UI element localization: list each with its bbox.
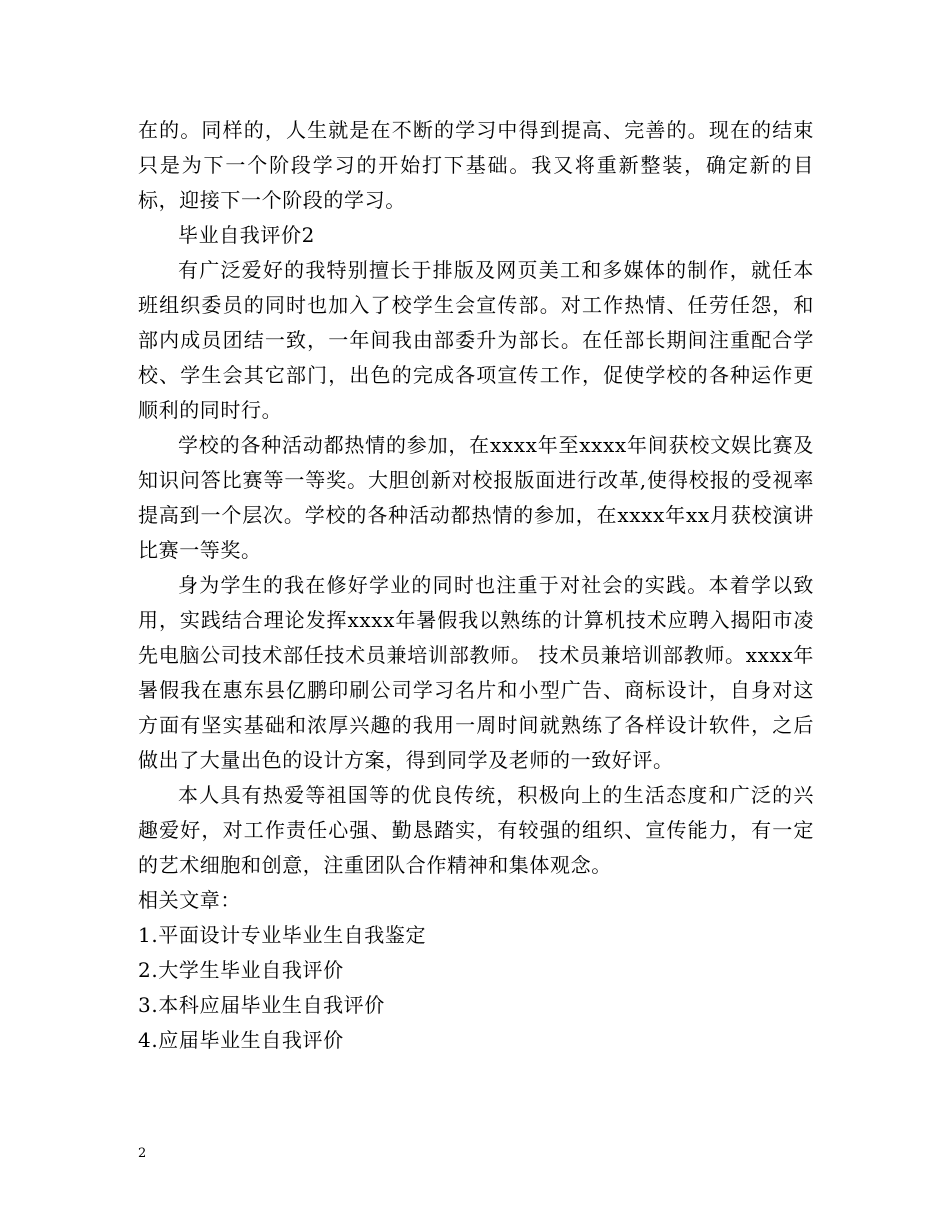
related-article-link[interactable]: 1.平面设计专业毕业生自我鉴定 [138,923,427,947]
related-label: 相关文章： [138,888,241,912]
related-article-link[interactable]: 3.本科应届毕业生自我评价 [138,993,385,1017]
paragraph-summary: 本人具有热爱等祖国等的优良传统，积极向上的生活态度和广泛的兴趣爱好，对工作责任心强、勤恳踏实，有较强的组织、宣传能力，有一定的艺术细胞和创意，注重团队合作精神和集体观念。 [138,783,814,877]
related-article-link[interactable]: 2.大学生毕业自我评价 [138,958,344,982]
related-articles-list [138,918,814,1058]
paragraph-practice: 身为学生的我在修好学业的同时也注重于对社会的实践。本着学以致用，实践结合理论发挥xxxx年暑假我以熟练的计算机技术应聘入揭阳市凌先电脑公司技术部任技术员兼培训部教师。 技术员兼培训部教师。xxxx年暑假我在惠东县亿鹏印刷公司学习名片和小型广告、商标设计，自身对这方面有坚实基础和浓厚兴趣的我用一周时间就熟练了各样设计软件，之后做出了大量出色的设计方案，得到同学及老师的一致好评。 [138,573,814,772]
related-article-link[interactable]: 4.应届毕业生自我评价 [138,1028,344,1052]
paragraph-continued: 在的。同样的，人生就是在不断的学习中得到提高、完善的。现在的结束只是为下一个阶段学习的开始打下基础。我又将重新整装，确定新的目标，迎接下一个阶段的学习。 [138,118,814,212]
paragraph-hobbies: 有广泛爱好的我特别擅长于排版及网页美工和多媒体的制作，就任本班组织委员的同时也加入了校学生会宣传部。对工作热情、任劳任怨，和部内成员团结一致，一年间我由部委升为部长。在任部长期间注重配合学校、学生会其它部门，出色的完成各项宣传工作，促使学校的各种运作更顺利的同时行。 [138,258,814,422]
page-number: 2 [138,1146,147,1161]
paragraph-activities: 学校的各种活动都热情的参加，在xxxx年至xxxx年间获校文娱比赛及知识问答比赛等一等奖。大胆创新对校报版面进行改革,使得校报的受视率提高到一个层次。学校的各种活动都热情的参加，在xxxx年xx月获校演讲比赛一等奖。 [138,433,814,562]
document-page [138,113,814,1058]
section-heading: 毕业自我评价2 [178,223,315,247]
